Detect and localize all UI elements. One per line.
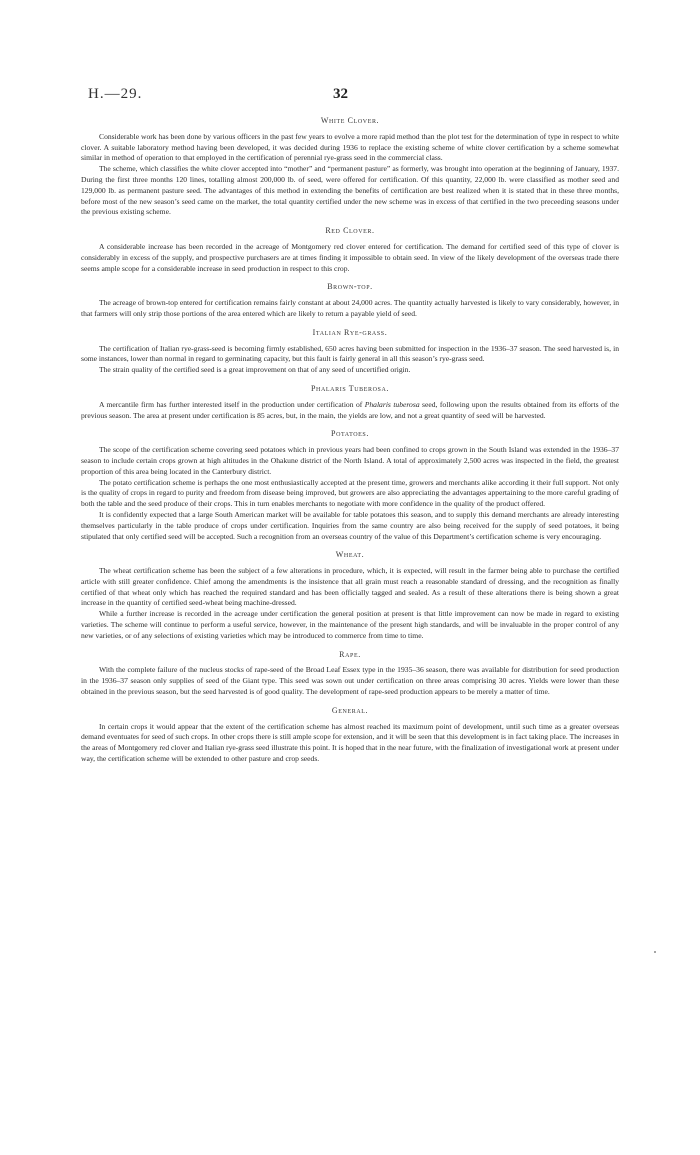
document-body [81, 116, 619, 765]
paragraph [81, 400, 619, 422]
section-heading-brown-top: Brown-top. [327, 282, 373, 292]
section-heading-general: General. [331, 705, 369, 715]
paragraph: Considerable work has been done by various officers in the past few years to evolve a more rapid method than the plot test for the determination of type in respect to white clover. A suitable laboratory method having been developed, it was decided during 1936 to replace the existing scheme of white clover certification by a scheme somewhat similar in method of operation to that employed in the certification of perennial rye-grass seed in the commercial class. [81, 131, 619, 163]
species-name: Phalaris tuberosa [364, 399, 420, 409]
paragraph: The certification of Italian rye-grass-seed is becoming firmly established, 650 acres having been submitted for inspection in the 1936–37 season. The seed harvested is, in some instances, lower than normal in regard to germinating capacity, but this fault is fairly general in all this season’s rye-grass seed. [81, 343, 619, 364]
section-heading-italian-rye-grass: Italian Rye-grass. [312, 327, 388, 337]
paragraph: A considerable increase has been recorded in the acreage of Montgomery red clover entered for certification. The demand for certified seed of this type of clover is considerably in excess of the supply, and prospective purchasers are at times finding it impossible to obtain seed. In view of the likely development of the overseas trade there seems ample scope for a considerable increase in seed production in respect to this crop. [81, 241, 619, 273]
section-heading-rape: Rape. [339, 649, 361, 659]
paragraph: The potato certification scheme is perhaps the one most enthusiastically accepted at the present time, growers and merchants alike according it their full support. Not only is the quality of crops in regard to purity and freedom from disease being improved, but growers are also appreciating the advantages appertaining to the more careful grading of both the table and the seed produce of their crops. This in turn enables merchants to negotiate with more confidence in the quality of the product offered. [81, 477, 619, 509]
section-heading-white-clover: White Clover. [320, 116, 380, 125]
page-number: 32 [333, 86, 348, 102]
paragraph: In certain crops it would appear that the extent of the certification scheme has almost reached its maximum point of development, until such time as a greater overseas demand eventuates for seed of such crops. In other crops there is still ample scope for extension, and it will be seen that this development is in fact taking place. The increases in the areas of Montgomery red clover and Italian rye-grass seed illustrate this point. It is hoped that in the near future, with the finalization of investigational work at present under way, the certification scheme will be extended to other pasture and crop seeds. [81, 721, 619, 764]
section-heading-wheat: Wheat. [335, 550, 365, 560]
text-run: seed, following upon the results obtained from its efforts of the previous season. The area at present under certification is 85 acres, but, in the main, the yields are low, and not a great quantity of seed will be harvested. [81, 399, 620, 420]
paragraph: While a further increase is recorded in the acreage under certification the general position at present is that little improvement can now be made in regard to existing varieties. The scheme will continue to perform a useful service, however, in the maintenance of the present high standards, and will be invaluable in the proper control of any new varieties, or of any selections of existing varieties which may be introduced to commerce from time to time. [81, 609, 619, 640]
document-reference: H.—29. [88, 86, 143, 102]
section-heading-potatoes: Potatoes. [331, 429, 369, 439]
paragraph: The strain quality of the certified seed is a great improvement on that of any seed of uncertified origin. [99, 365, 411, 375]
paragraph: It is confidently expected that a large South American market will be available for table potatoes this season, and to supply this demand merchants are already interesting themselves particularly in the table produce of crops under certification. Inquiries from the same country are also being received for the supply of seed potatoes, it being stipulated that only certified seed will be accepted. Such a recognition from an overseas country of the value of this Department’s certification scheme is very encouraging. [81, 509, 619, 541]
section-heading-red-clover: Red Clover. [325, 226, 375, 236]
paragraph: The scheme, which classifies the white clover accepted into “mother” and “permanent pasture” as formerly, was brought into operation at the beginning of January, 1937. During the first three months 120 lines, totalling almost 200,000 lb. of seed, were offered for certification. Of this quantity, 22,000 lb. were classified as mother seed and 129,000 lb. as permanent pasture seed. The advantages of this method in extending the benefits of certification are best realized when it is stated that in these three months, before most of the new season’s seed came on the market, the total quantity certified under the new scheme was in excess of that certified in the two preceeding seasons under the previous existing scheme. [81, 164, 619, 217]
margin-speck [654, 951, 656, 953]
paragraph: The scope of the certification scheme covering seed potatoes which in previous years had been confined to crops grown in the South Island was extended in the 1936–37 season to include certain crops grown at high altitudes in the Ohakune district of the North Island. A total of approximately 2,500 acres was inspected in the field, the greatest proportion of this area being located in the Canterbury district. [81, 445, 619, 476]
paragraph: The wheat certification scheme has been the subject of a few alterations in procedure, which, it is expected, will result in the farmer being able to purchase the certified article with still greater confidence. Chief among the amendments is the insistence that all grain must reach a reasonable standard of dressing, and the recognition as finally certified of that wheat only which has reached the required standard and has been officially tagged and sealed. As a result of these alterations there is being shown a great increase in the quantity of certified seed-wheat being machine-dressed. [81, 566, 619, 608]
paragraph: The acreage of brown-top entered for certification remains fairly constant at about 24,000 acres. The quantity actually harvested is likely to vary considerably, however, in that farmers will only strip those portions of the area entered which are likely to return a payable yield of seed. [81, 298, 619, 318]
paragraph: With the complete failure of the nucleus stocks of rape-seed of the Broad Leaf Essex type in the 1935–36 season, there was available for distribution for seed production in the 1936–37 season only supplies of seed of the Giant type. This seed was sown out under certification on three areas comprising 30 acres. Yields were lower than these obtained in the previous season, but the seed harvested is of good quality. The development of rape-seed production appears to be merely a matter of time. [81, 665, 619, 697]
text-run: A mercantile firm has further interested itself in the production under certification of [99, 399, 365, 409]
section-heading-phalaris: Phalaris Tuberosa. [311, 383, 389, 393]
